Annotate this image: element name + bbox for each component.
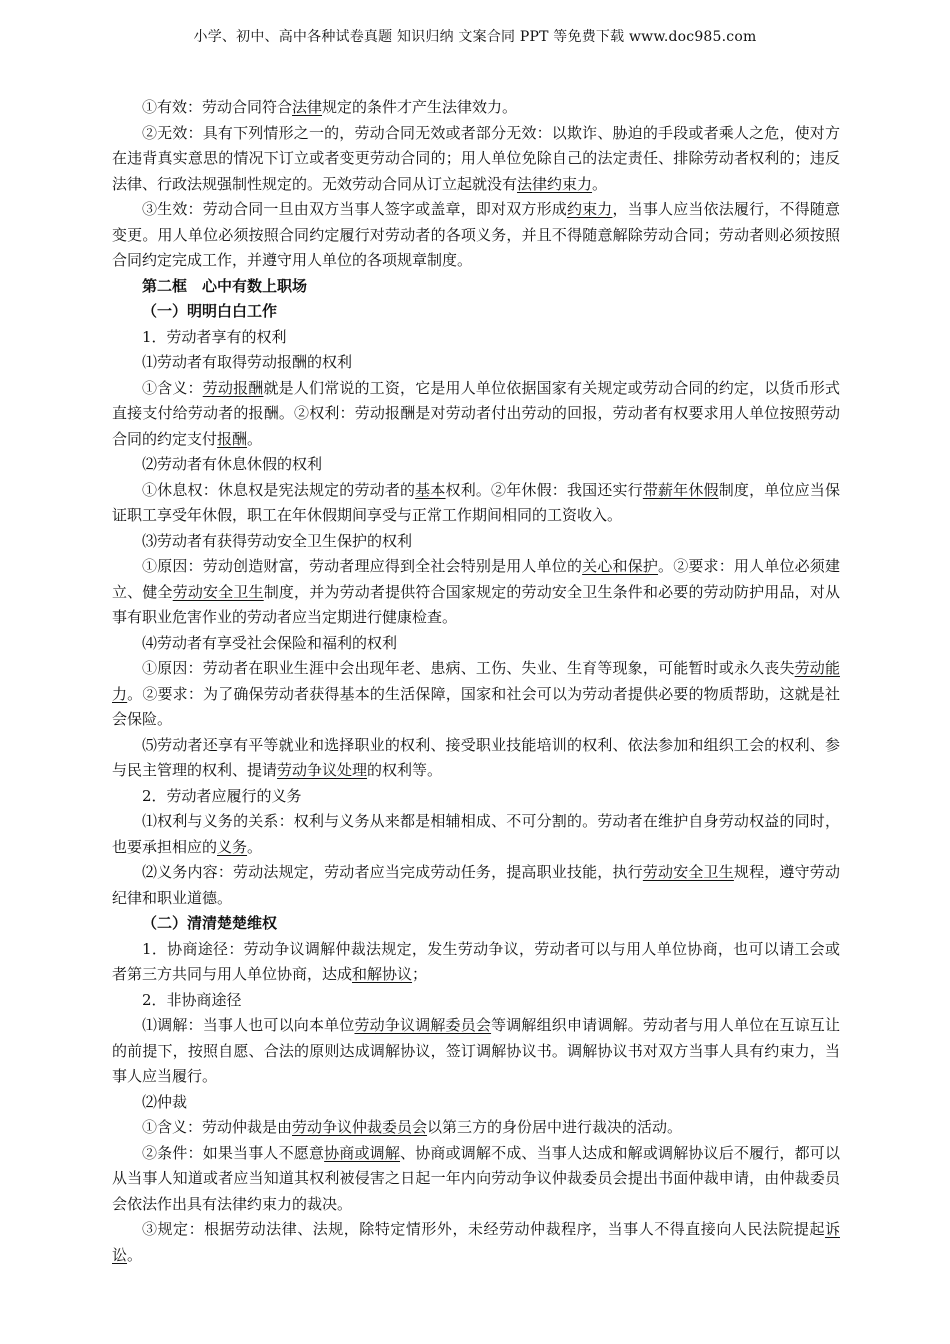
paragraph-safety-detail: ①原因：劳动创造财富，劳动者理应得到全社会特别是用人单位的关心和保护。②要求：用人单位必须建立、健全劳动安全卫生制度，并为劳动者提供符合国家规定的劳动安全卫生条件和必要的劳动防护用品，对从事有职业危害作业的劳动者应当定期进行健康检查。	[112, 557, 840, 626]
paragraph-valid-contract: ①有效：劳动合同符合法律规定的条件才产生法律效力。	[142, 98, 518, 116]
paragraph-arbitration-rules: ③规定：根据劳动法律、法规，除特定情形外，未经劳动仲裁程序，当事人不得直接向人民法院提起诉讼。	[112, 1220, 840, 1264]
document-body	[112, 95, 840, 1268]
paragraph-mediation: ⑴调解：当事人也可以向本单位劳动争议调解委员会等调解组织申请调解。劳动者与用人单位在互谅互让的前提下，按照自愿、合法的原则达成调解协议，签订调解协议书。调解协议书对双方当事人具有约束力，当事人应当履行。	[112, 1016, 840, 1085]
paragraph-non-negotiation-title: 2．非协商途径	[142, 990, 242, 1009]
paragraph-invalid-contract: ②无效：具有下列情形之一的，劳动合同无效或者部分无效：以欺诈、胁迫的手段或者乘人之危，使对方在违背真实意思的情况下订立或者变更劳动合同的；用人单位免除自己的法定责任、排除劳动者权利的；违反法律、行政法规强制性规定的。无效劳动合同从订立起就没有法律约束力。	[112, 123, 840, 193]
paragraph-insurance-detail: ①原因：劳动者在职业生涯中会出现年老、患病、工伤、失业、生育等现象，可能暂时或永久丧失劳动能力。②要求：为了确保劳动者获得基本的生活保障，国家和社会可以为劳动者提供必要的物质帮助，这就是社会保险。	[112, 659, 840, 728]
section-heading-work: （一）明明白白工作	[142, 302, 278, 320]
paragraph-duties-content: ⑵义务内容：劳动法规定，劳动者应当完成劳动任务，提高职业技能，执行劳动安全卫生规程，遵守劳动纪律和职业道德。	[112, 863, 840, 907]
section-heading-frame2: 第二框 心中有数上职场	[142, 276, 308, 295]
paragraph-pay-detail: ①含义：劳动报酬就是人们常说的工资，它是用人单位依据国家有关规定或劳动合同的约定，以货币形式直接支付给劳动者的报酬。②权利：劳动报酬是对劳动者付出劳动的回报，劳动者有权要求用人单位按照劳动合同的约定支付报酬。	[112, 378, 840, 448]
paragraph-negotiation: 1．协商途径：劳动争议调解仲裁法规定，发生劳动争议，劳动者可以与用人单位协商，也可以请工会或者第三方共同与用人单位协商，达成和解协议；	[112, 939, 840, 983]
paragraph-rest-detail: ①休息权：休息权是宪法规定的劳动者的基本权利。②年休假：我国还实行带薪年休假制度，单位应当保证职工享受年休假，职工在年休假期间享受与正常工作期间相同的工资收入。	[112, 480, 840, 524]
paragraph-other-rights: ⑸劳动者还享有平等就业和选择职业的权利、接受职业技能培训的权利、依法参加和组织工会的权利、参与民主管理的权利、提请劳动争议处理的权利等。	[112, 735, 840, 779]
paragraph-right-safety: ⑶劳动者有获得劳动安全卫生保护的权利	[142, 531, 413, 550]
page-header: 小学、初中、高中各种试卷真题 知识归纳 文案合同 PPT 等免费下载 www.doc985.com	[193, 29, 757, 45]
paragraph-right-rest: ⑵劳动者有休息休假的权利	[142, 455, 323, 473]
paragraph-arbitration-conditions: ②条件：如果当事人不愿意协商或调解、协商或调解不成、当事人达成和解或调解协议后不履行，都可以从当事人知道或者应当知道其权利被侵害之日起一年内向劳动争议仲裁委员会提出书面仲裁申请，由仲裁委员会依法作出具有法律约束力的裁决。	[112, 1143, 840, 1213]
paragraph-rights-title: 1．劳动者享有的权利	[142, 327, 287, 346]
paragraph-right-pay: ⑴劳动者有取得劳动报酬的权利	[142, 353, 353, 371]
paragraph-arbitration-title: ⑵仲裁	[142, 1092, 188, 1111]
paragraph-rights-duties-relation: ⑴权利与义务的关系：权利与义务从来都是相辅相成、不可分割的。劳动者在维护自身劳动权益的同时，也要承担相应的义务。	[112, 812, 840, 856]
paragraph-effective-contract: ③生效：劳动合同一旦由双方当事人签字或盖章，即对双方形成约束力，当事人应当依法履行，不得随意变更。用人单位必须按照合同约定履行对劳动者的各项义务，并且不得随意解除劳动合同；劳动者则必须按照合同约定完成工作，并遵守用人单位的各项规章制度。	[112, 200, 840, 269]
section-heading-rights-protection: （二）清清楚楚维权	[142, 914, 278, 932]
paragraph-arbitration-meaning: ①含义：劳动仲裁是由劳动争议仲裁委员会以第三方的身份居中进行裁决的活动。	[142, 1118, 683, 1136]
paragraph-duties-title: 2．劳动者应履行的义务	[142, 786, 302, 805]
paragraph-right-insurance: ⑷劳动者有享受社会保险和福利的权利	[142, 633, 398, 652]
